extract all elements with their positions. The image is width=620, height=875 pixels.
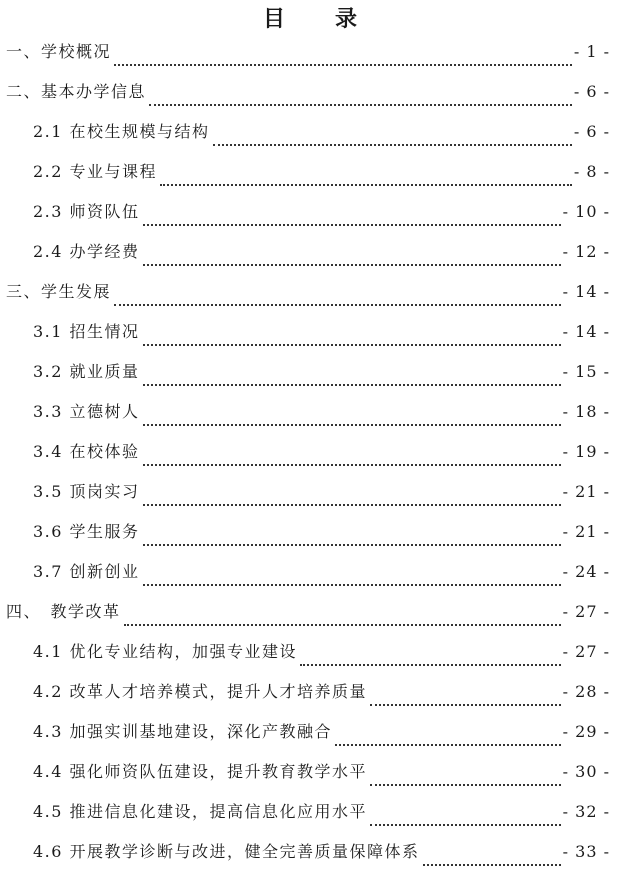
toc-entry-label: 2.2 专业与课程 xyxy=(33,162,158,181)
toc-page-number: - 19 - xyxy=(562,442,610,461)
toc-entry-label: 2.1 在校生规模与结构 xyxy=(33,122,210,141)
toc-dot-leader xyxy=(143,344,561,346)
toc-entry-label: 四、 教学改革 xyxy=(6,602,121,621)
toc-dot-leader xyxy=(143,544,561,546)
toc-dot-leader xyxy=(370,704,561,706)
toc-entry-4-5[interactable] xyxy=(0,792,620,832)
toc-dot-leader xyxy=(370,784,561,786)
toc-entry-2-1[interactable] xyxy=(0,112,620,152)
toc-dot-leader xyxy=(370,824,561,826)
toc-dot-leader xyxy=(114,304,561,306)
toc-page-number: - 29 - xyxy=(562,722,610,741)
toc-entry-3-5[interactable] xyxy=(0,472,620,512)
toc-entry-label: 2.3 师资队伍 xyxy=(33,202,140,221)
page-title: 目 录 xyxy=(262,6,371,32)
toc-dot-leader xyxy=(143,464,561,466)
toc-entry-label: 3.4 在校体验 xyxy=(33,442,140,461)
toc-entry-label: 4.5 推进信息化建设，提高信息化应用水平 xyxy=(33,802,368,821)
toc-page-number: - 14 - xyxy=(562,322,610,341)
toc-entry-3-1[interactable] xyxy=(0,312,620,352)
toc-entry-3-6[interactable] xyxy=(0,512,620,552)
toc-entry-label: 3.2 就业质量 xyxy=(33,362,140,381)
toc-page-number: - 6 - xyxy=(573,82,610,101)
toc-entry-4-3[interactable] xyxy=(0,712,620,752)
toc-page-number: - 10 - xyxy=(562,202,610,221)
toc-dot-leader xyxy=(335,744,561,746)
toc-page-number: - 32 - xyxy=(562,802,610,821)
toc-dot-leader xyxy=(143,584,561,586)
toc-dot-leader xyxy=(124,624,561,626)
toc-entry-3-7[interactable] xyxy=(0,552,620,592)
toc-entry-label: 4.2 改革人才培养模式，提升人才培养质量 xyxy=(33,682,368,701)
toc-dot-leader xyxy=(143,264,561,266)
toc-page-number: - 27 - xyxy=(562,642,610,661)
toc-entry-label: 4.3 加强实训基地建设，深化产教融合 xyxy=(33,722,333,741)
toc-dot-leader xyxy=(300,664,561,666)
toc-entry-4-1[interactable] xyxy=(0,632,620,672)
toc-entry-2-3[interactable] xyxy=(0,192,620,232)
toc-entry-2-2[interactable] xyxy=(0,152,620,192)
toc-entry-label: 3.1 招生情况 xyxy=(33,322,140,341)
toc-dot-leader xyxy=(213,144,572,146)
toc-entry-label: 3.5 顶岗实习 xyxy=(33,482,140,501)
toc-entry-student-development[interactable] xyxy=(0,272,620,312)
toc-entry-label: 2.4 办学经费 xyxy=(33,242,140,261)
toc-page-number: - 15 - xyxy=(562,362,610,381)
toc-entry-2-4[interactable] xyxy=(0,232,620,272)
toc-dot-leader xyxy=(143,224,561,226)
toc-page-number: - 6 - xyxy=(573,122,610,141)
toc-dot-leader xyxy=(143,384,561,386)
toc-entry-teaching-reform[interactable] xyxy=(0,592,620,632)
toc-page-number: - 1 - xyxy=(573,42,610,61)
toc-dot-leader xyxy=(423,864,561,866)
toc-entry-3-4[interactable] xyxy=(0,432,620,472)
toc-entry-label: 3.6 学生服务 xyxy=(33,522,140,541)
toc-page-number: - 21 - xyxy=(562,522,610,541)
toc-entry-label: 二、基本办学信息 xyxy=(6,82,147,101)
toc-page-number: - 30 - xyxy=(562,762,610,781)
toc-page-number: - 21 - xyxy=(562,482,610,501)
toc-entry-school-overview[interactable] xyxy=(0,32,620,72)
toc-page-number: - 18 - xyxy=(562,402,610,421)
toc-page-number: - 24 - xyxy=(562,562,610,581)
toc-page-number: - 27 - xyxy=(562,602,610,621)
toc-dot-leader xyxy=(114,64,572,66)
toc-entry-label: 4.4 强化师资队伍建设，提升教育教学水平 xyxy=(33,762,368,781)
toc-dot-leader xyxy=(143,504,561,506)
toc-entry-label: 3.3 立德树人 xyxy=(33,402,140,421)
toc-entry-label: 4.6 开展教学诊断与改进，健全完善质量保障体系 xyxy=(33,842,420,861)
toc-entry-4-4[interactable] xyxy=(0,752,620,792)
toc-entry-4-6[interactable] xyxy=(0,832,620,872)
toc-entry-label: 三、学生发展 xyxy=(6,282,112,301)
toc-page-number: - 12 - xyxy=(562,242,610,261)
toc-page-number: - 14 - xyxy=(562,282,610,301)
toc-entry-label: 4.1 优化专业结构，加强专业建设 xyxy=(33,642,298,661)
toc-dot-leader xyxy=(143,424,561,426)
toc-dot-leader xyxy=(160,184,572,186)
toc-dot-leader xyxy=(149,104,572,106)
table-of-contents xyxy=(0,32,620,872)
toc-page-number: - 33 - xyxy=(562,842,610,861)
toc-entry-4-2[interactable] xyxy=(0,672,620,712)
toc-entry-basic-info[interactable] xyxy=(0,72,620,112)
toc-page-number: - 28 - xyxy=(562,682,610,701)
toc-entry-label: 一、学校概况 xyxy=(6,42,112,61)
toc-entry-label: 3.7 创新创业 xyxy=(33,562,140,581)
toc-page-number: - 8 - xyxy=(573,162,610,181)
toc-entry-3-2[interactable] xyxy=(0,352,620,392)
toc-entry-3-3[interactable] xyxy=(0,392,620,432)
